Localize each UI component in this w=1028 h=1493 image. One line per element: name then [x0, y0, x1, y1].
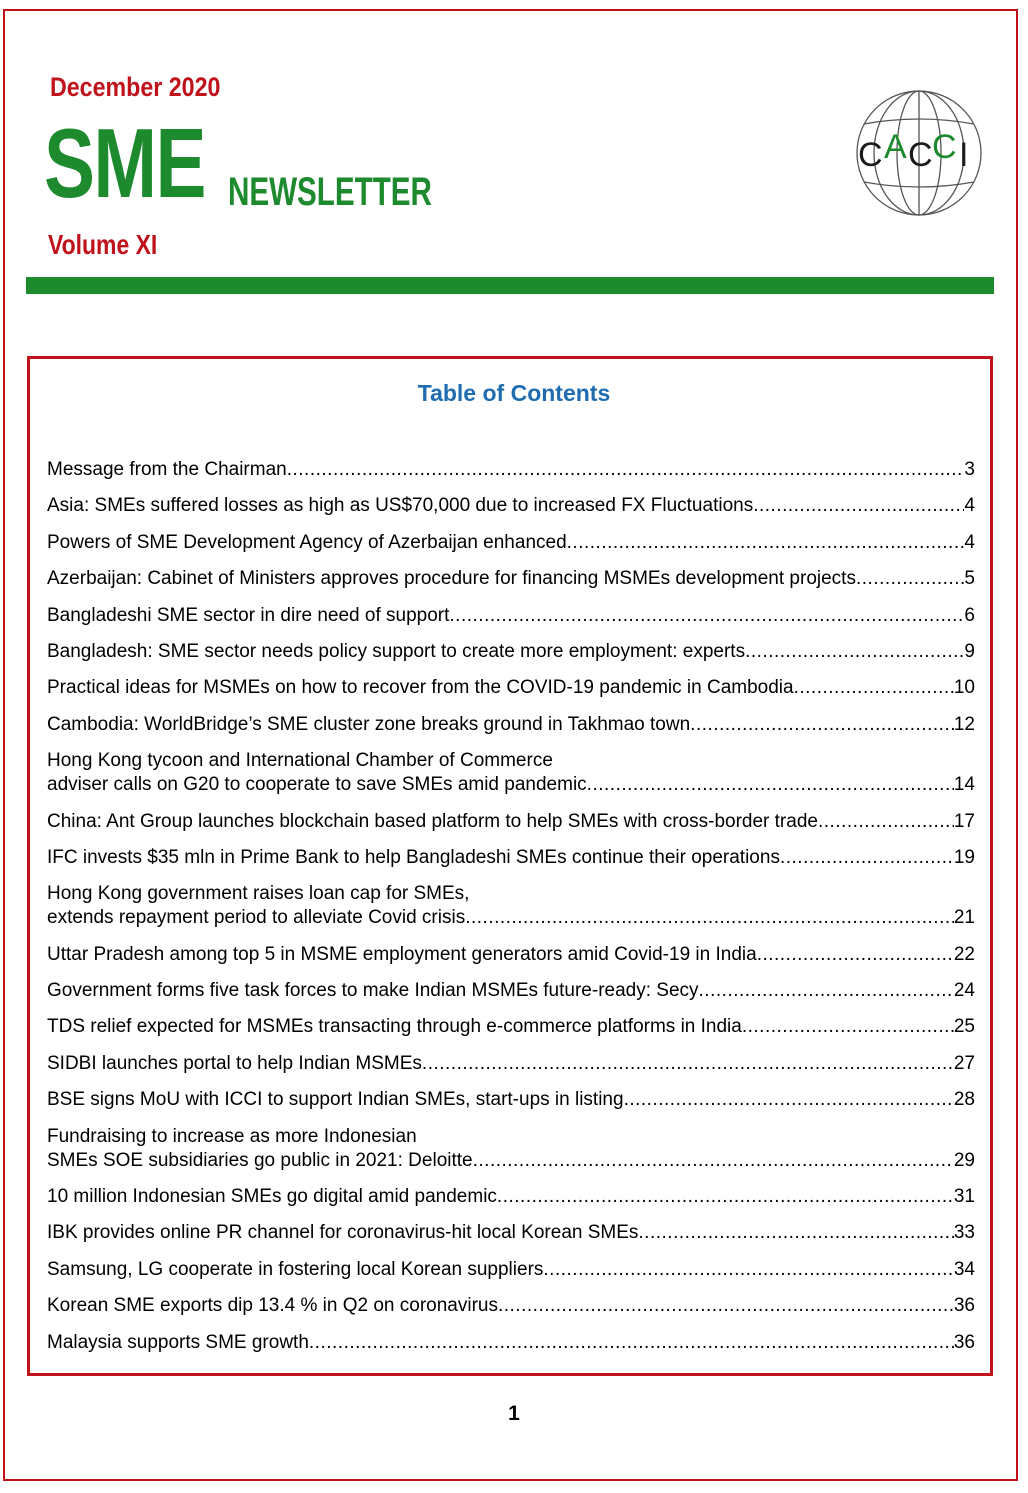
toc-entry[interactable]: [47, 713, 975, 737]
toc-entry[interactable]: [47, 810, 975, 834]
toc-entry-title: 10 million Indonesian SMEs go digital amid pandemic: [47, 1186, 497, 1208]
toc-entry-page: 27: [953, 1052, 975, 1074]
toc-leader-dots: [449, 604, 964, 628]
toc-entry-title: SMEs SOE subsidiaries go public in 2021: Deloitte: [47, 1149, 473, 1171]
toc-entry-page: 17: [953, 810, 975, 832]
toc-entry-page: 34: [953, 1258, 975, 1280]
toc-leader-dots: [742, 1015, 954, 1039]
toc-entry[interactable]: [47, 1294, 975, 1318]
toc-entry-page: 29: [953, 1149, 975, 1171]
toc-entry-page: 19: [953, 846, 975, 868]
toc-entry-title: extends repayment period to alleviate Covid crisis: [47, 907, 466, 929]
volume-label: Volume XI: [48, 229, 158, 260]
toc-entry[interactable]: [47, 749, 975, 797]
toc-entry-page: 3: [964, 459, 975, 480]
toc-entry[interactable]: [47, 943, 975, 967]
logo-letter-i: I: [959, 136, 969, 174]
toc-entry-page: 24: [953, 980, 975, 1002]
toc-leader-dots: [699, 979, 954, 1003]
toc-entry-title: Korean SME exports dip 13.4 % in Q2 on coronavirus: [47, 1295, 498, 1317]
toc-entry-title: Cambodia: WorldBridge’s SME cluster zone breaks ground in Takhmao town: [47, 713, 691, 735]
toc-leader-dots: [690, 713, 954, 737]
toc-entry-title-line1: Hong Kong government raises loan cap for SMEs,: [47, 883, 470, 905]
toc-leader-dots: [624, 1088, 954, 1112]
toc-leader-dots: [638, 1221, 953, 1245]
toc-entry-title: Bangladeshi SME sector in dire need of support: [47, 604, 450, 626]
cacci-logo: [852, 86, 987, 221]
toc-entry-page: 4: [964, 531, 975, 553]
toc-entry-title: adviser calls on G20 to cooperate to save SMEs amid pandemic: [47, 774, 587, 796]
toc-entry[interactable]: [47, 494, 975, 518]
toc-leader-dots: [753, 494, 964, 518]
toc-entry[interactable]: [47, 846, 975, 870]
page-number: 1: [508, 1402, 520, 1425]
toc-entry[interactable]: [47, 1052, 975, 1076]
toc-entry[interactable]: [47, 567, 975, 591]
toc-leader-dots: [498, 1294, 954, 1318]
toc-entry-title: TDS relief expected for MSMEs transacting through e-commerce platforms in India: [47, 1016, 742, 1038]
toc-entry[interactable]: [47, 1088, 975, 1112]
toc-entry-page: 36: [953, 1331, 975, 1353]
toc-entry[interactable]: [47, 676, 975, 700]
toc-entry-page: 36: [953, 1295, 975, 1317]
toc-title: Table of Contents: [417, 380, 611, 406]
toc-entry-page: 9: [964, 640, 975, 662]
toc-entry-page: 25: [953, 1016, 975, 1038]
toc-leader-dots: [543, 1258, 953, 1282]
toc-entry-title: Azerbaijan: Cabinet of Ministers approves procedure for financing MSMEs development projects: [47, 568, 856, 590]
toc-entry[interactable]: [47, 1125, 975, 1173]
toc-entry[interactable]: [47, 1221, 975, 1245]
toc-leader-dots: [818, 810, 954, 834]
toc-leader-dots: [287, 458, 965, 482]
toc-entry-page: 4: [964, 495, 975, 517]
toc-entry-title: Samsung, LG cooperate in fostering local Korean suppliers: [47, 1258, 544, 1280]
toc-leader-dots: [794, 676, 954, 700]
toc-entry[interactable]: [47, 531, 975, 555]
toc-entry-title: SIDBI launches portal to help Indian MSMEs: [47, 1052, 422, 1074]
toc-entry-title: Bangladesh: SME sector needs policy support to create more employment: experts: [47, 640, 746, 662]
toc-entry-title: Uttar Pradesh among top 5 in MSME employment generators amid Covid-19 in India: [47, 943, 757, 965]
toc-leader-dots: [465, 906, 954, 930]
toc-leader-dots: [587, 773, 954, 797]
toc-leader-dots: [745, 640, 964, 664]
toc-entry-page: 22: [953, 943, 975, 965]
masthead-sme: SME: [44, 108, 205, 218]
toc-leader-dots: [309, 1331, 954, 1355]
toc-entry-page: 33: [953, 1222, 975, 1244]
toc-entry-title: Message from the Chairman: [47, 459, 287, 480]
toc-entry-page: 28: [953, 1089, 975, 1111]
toc-entry-title: IBK provides online PR channel for coronavirus-hit local Korean SMEs: [47, 1222, 639, 1244]
toc-entry-page: 21: [953, 907, 975, 929]
toc-entry-title: Powers of SME Development Agency of Azerbaijan enhanced: [47, 531, 567, 553]
toc-leader-dots: [473, 1149, 954, 1173]
toc-entry[interactable]: [47, 1185, 975, 1209]
toc-entry-title: BSE signs MoU with ICCI to support Indian SMEs, start-ups in listing: [47, 1089, 624, 1111]
toc-entry[interactable]: [47, 640, 975, 664]
toc-entry[interactable]: [47, 1331, 975, 1355]
toc-entry-title-line1: Hong Kong tycoon and International Chamber of Commerce: [47, 750, 553, 772]
toc-list: [47, 458, 975, 1367]
toc-entry-page: 6: [964, 604, 975, 626]
toc-entry[interactable]: [47, 882, 975, 930]
toc-entry[interactable]: [47, 604, 975, 628]
toc-leader-dots: [497, 1185, 954, 1209]
toc-entry-page: 12: [953, 713, 975, 735]
toc-entry-page: 5: [964, 568, 975, 590]
toc-leader-dots: [567, 531, 965, 555]
toc-entry-title: Government forms five task forces to make Indian MSMEs future-ready: Secy: [47, 980, 699, 1002]
toc-leader-dots: [422, 1052, 954, 1076]
toc-entry[interactable]: [47, 979, 975, 1003]
toc-entry-page: 14: [953, 774, 975, 796]
toc-leader-dots: [780, 846, 954, 870]
toc-entry-page: 10: [953, 677, 975, 699]
logo-letter-a: A: [884, 128, 907, 166]
logo-letter-c2: C: [908, 136, 933, 174]
toc-entry-title: Asia: SMEs suffered losses as high as US$70,000 due to increased FX Fluctuations: [47, 495, 754, 517]
logo-letter-c1: C: [858, 136, 883, 174]
toc-entry[interactable]: [47, 1258, 975, 1282]
toc-entry-title: IFC invests $35 mln in Prime Bank to help Bangladeshi SMEs continue their operations: [47, 846, 780, 868]
toc-entry-title-line1: Fundraising to increase as more Indonesian: [47, 1125, 417, 1147]
toc-leader-dots: [856, 567, 964, 591]
masthead-newsletter: NEWSLETTER: [228, 170, 432, 214]
issue-date: December 2020: [50, 72, 221, 102]
toc-entry-title: Malaysia supports SME growth: [47, 1331, 309, 1353]
toc-entry-title: Practical ideas for MSMEs on how to recover from the COVID-19 pandemic in Cambodia: [47, 677, 794, 699]
toc-entry[interactable]: [47, 1015, 975, 1039]
logo-letter-c3: C: [932, 128, 957, 166]
toc-leader-dots: [757, 943, 954, 967]
toc-entry-title: China: Ant Group launches blockchain based platform to help SMEs with cross-border trade: [47, 810, 818, 832]
toc-entry-page: 31: [953, 1186, 975, 1208]
header-divider: [26, 277, 994, 294]
toc-entry[interactable]: [47, 458, 975, 482]
